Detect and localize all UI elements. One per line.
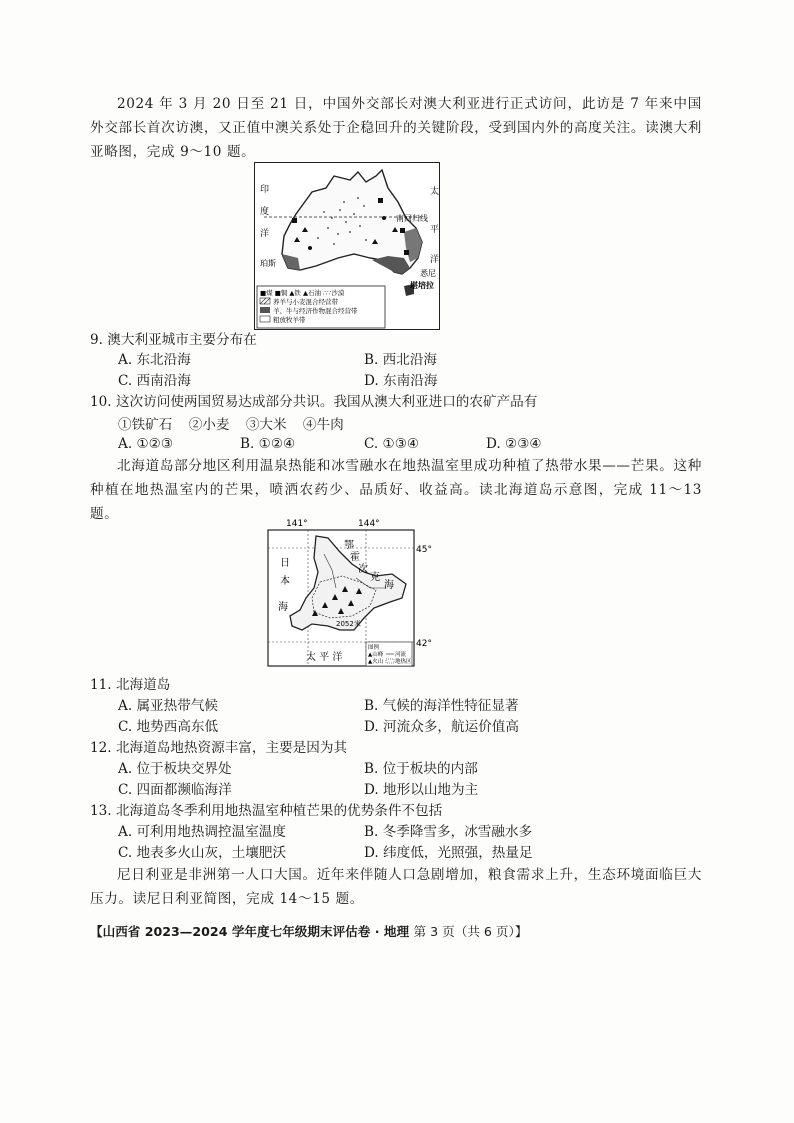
q13-option-a[interactable]: A. 可利用地热调控温室温度 — [118, 824, 286, 840]
ocean-label-indian-3: 洋 — [260, 229, 270, 239]
q11-option-b[interactable]: B. 气候的海洋性特征显著 — [364, 698, 519, 714]
q11-option-a[interactable]: A. 属亚热带气候 — [118, 698, 219, 714]
passage-nigeria: 尼日利亚是非洲第一人口大国。近年来伴随人口急剧增加，粮食需求上升，生态环境面临巨大压力。读尼日利亚简图，完成 14～15 题。 — [90, 867, 702, 907]
australia-map — [254, 162, 440, 330]
map2-legend-title: 图例 — [368, 645, 380, 651]
q9-option-b[interactable]: B. 西北沿海 — [364, 352, 438, 368]
sea-okhotsk-3: 次 — [358, 564, 368, 575]
q12-option-d[interactable]: D. 地形以山地为主 — [364, 782, 479, 798]
q10-option-c[interactable]: C. ①③④ — [364, 436, 420, 452]
question-10: 10. 这次访问使两国贸易达成部分共识。我国从澳大利亚进口的农矿产品有 — [90, 394, 538, 410]
q9-option-d[interactable]: D. 东南沿海 — [364, 373, 438, 389]
q12-option-c[interactable]: C. 四面都濒临海洋 — [118, 782, 232, 798]
map1-legend-sheep-wheat: 养羊与小麦混合经营带 — [273, 298, 338, 306]
map1-legend-resources: ■煤 ■铜 ▲铁 ▲石油 ∴∵沙漠 — [260, 289, 345, 297]
q13-option-c[interactable]: C. 地表多火山灰，土壤肥沃 — [118, 845, 287, 861]
latitude-45: 45° — [416, 545, 432, 555]
q10-item-1: ①铁矿石 — [118, 417, 173, 433]
sea-okhotsk-2: 霍 — [350, 552, 360, 563]
map2-legend-volcano: ▲火山 — [368, 659, 384, 665]
sea-japan-2: 本 — [280, 576, 290, 587]
map2-legend-river: 河流 — [395, 652, 407, 658]
ocean-label-indian-1: 印 — [260, 185, 270, 195]
map1-legend-mixed: 羊、牛与经济作物混合经营带 — [273, 307, 358, 315]
sea-japan-3: 海 — [278, 602, 288, 613]
city-perth: 珀斯 — [260, 259, 276, 268]
map2-legend-peak: ▲山峰 — [368, 652, 384, 658]
question-12: 12. 北海道岛地热资源丰富，主要是因为其 — [90, 740, 348, 756]
question-13: 13. 北海道岛冬季利用地热温室种植芒果的优势条件不包括 — [90, 803, 443, 819]
hokkaido-map — [266, 518, 446, 668]
ocean-label-indian-2: 度 — [260, 207, 270, 217]
ocean-label-pacific-3: 洋 — [430, 255, 440, 265]
question-9: 9. 澳大利亚城市主要分布在 — [90, 332, 257, 348]
q10-item-3: ③大米 — [245, 417, 287, 433]
longitude-141: 141° — [286, 519, 308, 529]
q10-option-d[interactable]: D. ②③④ — [486, 436, 542, 452]
footer-page-number: 第 3 页（共 6 页）】 — [413, 924, 528, 939]
sea-okhotsk-5: 海 — [384, 580, 394, 591]
pacific-ocean-label: 太 平 洋 — [306, 652, 343, 663]
page-footer — [90, 921, 527, 940]
q10-item-2: ②小麦 — [188, 417, 230, 433]
sea-japan-1: 日 — [280, 558, 290, 569]
q10-option-a[interactable]: A. ①②③ — [118, 436, 174, 452]
map2-legend-geothermal: 地热区 — [395, 659, 412, 665]
city-sydney: 悉尼 — [420, 269, 436, 278]
question-11: 11. 北海道岛 — [90, 677, 171, 693]
q11-option-c[interactable]: C. 地势西高东低 — [118, 719, 219, 735]
q10-items — [118, 413, 356, 433]
q9-option-c[interactable]: C. 西南沿海 — [118, 373, 191, 389]
q12-option-a[interactable]: A. 位于板块交界处 — [118, 761, 232, 777]
ocean-label-pacific-1: 太 — [430, 187, 440, 197]
sea-okhotsk-1: 鄂 — [344, 540, 354, 551]
q11-option-d[interactable]: D. 河流众多，航运价值高 — [364, 719, 519, 735]
footer-exam-title: 【山西省 2023—2024 学年度七年级期末评估卷 · 地理 — [90, 924, 410, 939]
map1-legend-grazing: 粗放牧羊带 — [273, 316, 306, 324]
passage-australia: 2024 年 3 月 20 日至 21 日，中国外交部长对澳大利亚进行正式访问，此访是 7 年来中国外交部长首次访澳，又正值中澳关系处于企稳回升的关键阶段，受到国内外的高度关注。读澳大利亚略图，完成 9～10 题。 — [90, 96, 702, 160]
q13-option-b[interactable]: B. 冬季降雪多，冰雪融水多 — [364, 824, 533, 840]
peak-elevation: 2052米 — [336, 620, 361, 628]
city-canberra: 堪培拉 — [410, 281, 434, 290]
tropic-of-capricorn-label: 南回归线 — [396, 214, 428, 223]
q10-item-4: ④牛肉 — [302, 417, 344, 433]
q13-option-d[interactable]: D. 纬度低，光照强，热量足 — [364, 845, 533, 861]
longitude-144: 144° — [358, 519, 380, 529]
q12-option-b[interactable]: B. 位于板块的内部 — [364, 761, 478, 777]
passage-hokkaido: 北海道岛部分地区利用温泉热能和冰雪融水在地热温室里成功种植了热带水果——芒果。这种种植在地热温室内的芒果，喷洒农药少、品质好、收益高。读北海道岛示意图，完成 11～13 题。 — [90, 458, 702, 522]
q9-option-a[interactable]: A. 东北沿海 — [118, 352, 191, 368]
ocean-label-pacific-2: 平 — [430, 225, 440, 235]
q10-option-b[interactable]: B. ①②④ — [240, 436, 296, 452]
latitude-42: 42° — [416, 639, 432, 649]
sea-okhotsk-4: 克 — [370, 572, 380, 583]
